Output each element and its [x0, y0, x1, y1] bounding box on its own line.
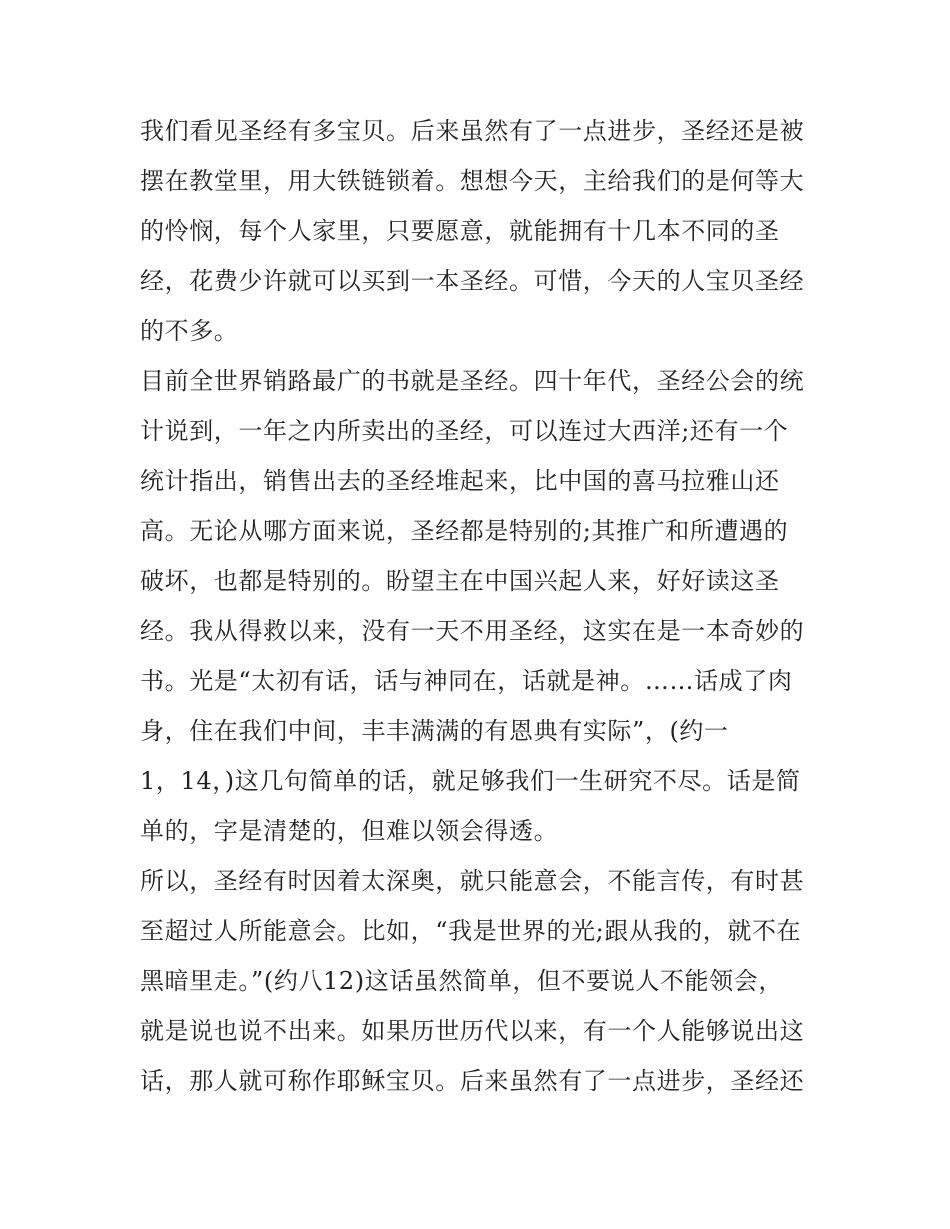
text-line: 经，花费少许就可以买到一本圣经。可惜，今天的人宝贝圣经 [140, 267, 805, 295]
text-line: 摆在教堂里，用大铁链锁着。想想今天，主给我们的是何等大 [140, 167, 805, 195]
paragraph-3 [140, 856, 812, 1106]
text-line: 黑暗里走。”(约八12)这话虽然简单，但不要说人不能领会， [140, 967, 783, 995]
text-line: 统计指出，销售出去的圣经堆起来，比中国的喜马拉雅山还 [140, 467, 780, 495]
text-line: 书。光是“太初有话，话与神同在，话就是神。……话成了肉 [140, 667, 793, 695]
text-line: 我们看见圣经有多宝贝。后来虽然有了一点进步，圣经还是被 [140, 117, 805, 145]
text-line: 身，住在我们中间，丰丰满满的有恩典有实际”，(约一 [140, 717, 729, 745]
text-line: 1，14，)这几句简单的话，就足够我们一生研究不尽。话是简 [140, 767, 801, 795]
document-body [140, 106, 812, 1106]
text-line: 所以，圣经有时因着太深奥，就只能意会，不能言传，有时甚 [140, 867, 805, 895]
text-line: 经。我从得救以来，没有一天不用圣经，这实在是一本奇妙的 [140, 617, 805, 645]
text-line: 话，那人就可称作耶稣宝贝。后来虽然有了一点进步，圣经还 [140, 1067, 805, 1095]
paragraph-2 [140, 356, 812, 856]
text-line: 的怜悯，每个人家里，只要愿意，就能拥有十几本不同的圣 [140, 217, 780, 245]
text-line: 高。无论从哪方面来说，圣经都是特别的;其推广和所遭遇的 [140, 517, 789, 545]
text-line: 目前全世界销路最广的书就是圣经。四十年代，圣经公会的统 [140, 367, 805, 395]
text-line: 至超过人所能意会。比如，“我是世界的光;跟从我的，就不在 [140, 917, 802, 945]
text-line: 单的，字是清楚的，但难以领会得透。 [140, 817, 559, 845]
text-line: 就是说也说不出来。如果历世历代以来，有一个人能够说出这 [140, 1017, 805, 1045]
text-line: 计说到，一年之内所卖出的圣经，可以连过大西洋;还有一个 [140, 417, 789, 445]
text-line: 的不多。 [140, 317, 239, 345]
paragraph-1 [140, 106, 812, 356]
text-line: 破坏，也都是特别的。盼望主在中国兴起人来，好好读这圣 [140, 567, 780, 595]
